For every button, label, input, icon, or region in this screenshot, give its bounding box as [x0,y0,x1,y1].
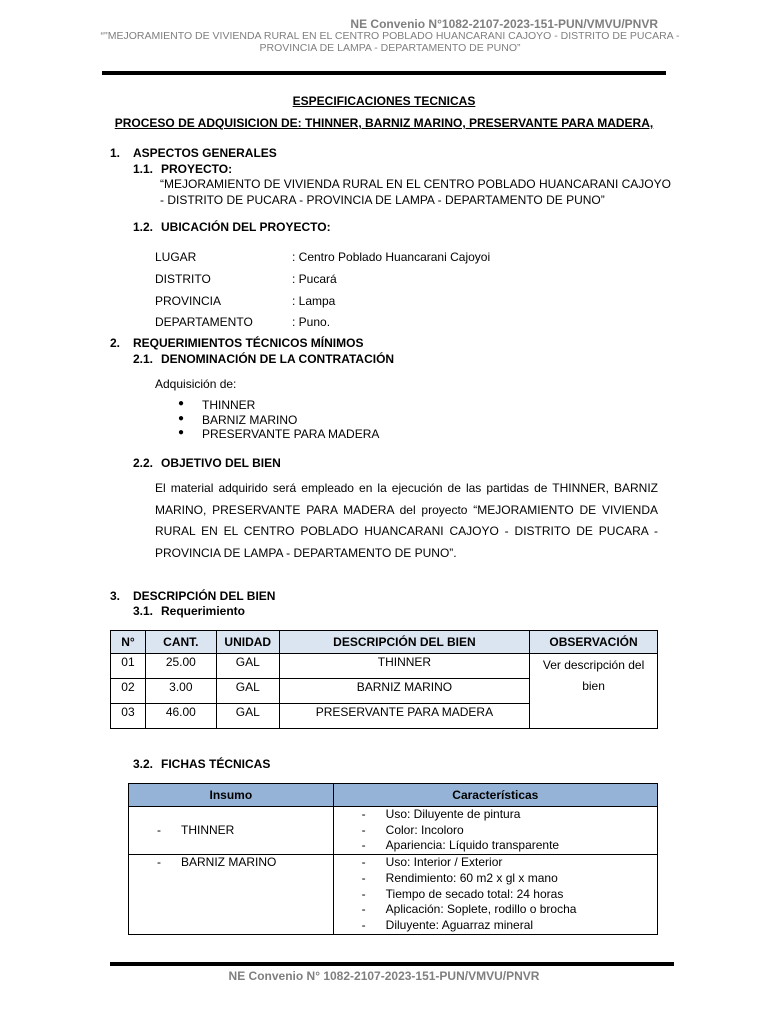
table-header-cell: DESCRIPCIÓN DEL BIEN [279,631,529,654]
table-cell: PRESERVANTE PARA MADERA [279,704,529,729]
location-key: PROVINCIA [155,294,222,308]
section-title: DESCRIPCIÓN DEL BIEN [133,589,276,603]
project-line: - DISTRITO DE PUCARA - PROVINCIA DE LAMPA - DEPARTAMENTO DE PUNO” [160,192,605,207]
characteristic: Diluyente: Aguarraz mineral [385,917,534,932]
section-title: DENOMINACIÓN DE LA CONTRATACIÓN [161,352,395,366]
section-title: FICHAS TÉCNICAS [161,757,271,771]
table-cell: THINNER [279,654,529,679]
table-row [111,654,658,679]
dash-icon: - [361,807,366,821]
header-title: NE Convenio N°1082-2107-2023-151-PUN/VMVU/PNVR [350,17,658,31]
acquisition-label: Adquisición de: [155,377,237,391]
dash-icon: - [157,855,161,870]
section-3-heading [110,589,275,603]
table-header-cell: Insumo [129,784,334,807]
table-cell [333,855,657,935]
section-title: REQUERIMIENTOS TÉCNICOS MÍNIMOS [133,336,364,350]
bullet-icon: ● [178,427,185,438]
footer-rule [110,962,674,966]
process-title: PROCESO DE ADQUISICION DE: THINNER, BARNIZ MARINO, PRESERVANTE PARA MADERA, [114,116,654,130]
section-title: UBICACIÓN DEL PROYECTO: [161,220,331,234]
requirement-table [110,630,658,729]
header-rule [102,71,666,75]
table-cell: 03 [111,704,146,729]
table-cell: GAL [216,704,279,729]
section-number: 1.1. [133,162,154,176]
list-item: BARNIZ MARINO [202,413,298,427]
table-cell: 25.00 [145,654,216,679]
section-1-2-heading [133,220,331,234]
table-cell: 46.00 [145,704,216,729]
section-1-heading [110,146,277,160]
table-header-cell: OBSERVACIÓN [530,631,658,654]
table-cell: 02 [111,679,146,704]
section-2-2-heading [133,456,281,470]
location-value: : Lampa [292,294,336,308]
section-title: Requerimiento [161,604,246,618]
section-2-heading [110,336,363,350]
section-number: 3. [110,589,121,603]
list-item: PRESERVANTE PARA MADERA [202,427,380,441]
characteristic: Apariencia: Líquido transparente [385,838,560,853]
list-item: THINNER [202,398,256,412]
table-cell: 3.00 [145,679,216,704]
section-number: 2.1. [133,352,154,366]
observation-cell: Ver descripción del bien [530,654,658,729]
table-header-row [129,784,658,807]
dash-icon: - [361,870,366,885]
location-value: : Pucará [292,272,337,286]
table-cell [129,855,334,935]
dash-icon: - [361,855,366,870]
dash-icon: - [361,822,366,837]
bullet-icon: ● [178,398,185,409]
characteristic: Uso: Diluyente de pintura [385,807,521,821]
section-number: 1. [110,146,121,160]
header-subtitle: “"MEJORAMIENTO DE VIVIENDA RURAL EN EL CENTRO POBLADO HUANCARANI CAJOYO - DISTRITO DE PUCARA - PROVINCIA DE LAMPA - DEPARTAMENTO DE PUNO” [100,30,680,54]
table-header-row [111,631,658,654]
table-cell [129,807,334,855]
insumo-name: THINNER [181,822,235,837]
table-header-cell: N° [111,631,146,654]
section-number: 3.1. [133,604,154,618]
section-number: 2. [110,336,121,350]
table-cell: GAL [216,679,279,704]
location-key: DISTRITO [155,272,211,286]
section-number: 1.2. [133,220,154,234]
section-3-2-heading [133,757,270,771]
table-header-cell: Características [333,784,657,807]
section-title: PROYECTO: [161,162,233,176]
characteristic: Color: Incoloro [385,822,464,837]
table-row [129,855,658,935]
project-name [160,177,671,208]
objective-paragraph: El material adquirido será empleado en la ejecución de las partidas de THINNER, BARNIZ MARINO, PRESERVANTE PARA MADERA del proyecto “MEJORAMIENTO DE VIVIENDA RURAL EN EL CENTRO POBLADO HUANCARANI CAJOYO - DISTRITO DE PUCARA - PROVINCIA DE LAMPA - DEPARTAMENTO DE PUNO”. [155,481,658,560]
section-3-1-heading [133,604,245,618]
dash-icon: - [361,917,366,932]
table-cell: GAL [216,654,279,679]
technical-sheet-table [128,783,658,935]
section-number: 3.2. [133,757,154,771]
location-key: DEPARTAMENTO [155,315,253,329]
table-header-cell: CANT. [145,631,216,654]
table-row [129,807,658,855]
section-1-1-heading [133,162,232,176]
bullet-icon: ● [178,413,185,424]
table-cell: 01 [111,654,146,679]
characteristic: Aplicación: Soplete, rodillo o brocha [385,902,577,917]
dash-icon: - [157,822,161,837]
dash-icon: - [361,902,366,917]
characteristic: Rendimiento: 60 m2 x gl x mano [385,870,558,885]
location-value: : Centro Poblado Huancarani Cajoyoi [292,250,491,264]
table-cell [333,807,657,855]
location-value: : Puno. [292,315,331,329]
characteristic: Uso: Interior / Exterior [385,855,503,870]
characteristic: Tiempo de secado total: 24 horas [385,886,564,901]
table-header-cell: UNIDAD [216,631,279,654]
section-title: OBJETIVO DEL BIEN [161,456,281,470]
footer-text: NE Convenio N° 1082-2107-2023-151-PUN/VMVU/PNVR [228,969,540,983]
section-title: ASPECTOS GENERALES [133,146,277,160]
location-key: LUGAR [155,250,197,264]
insumo-name: BARNIZ MARINO [181,855,277,870]
dash-icon: - [361,886,366,901]
document-title: ESPECIFICACIONES TECNICAS [292,94,476,108]
project-line: “MEJORAMIENTO DE VIVIENDA RURAL EN EL CENTRO POBLADO HUANCARANI CAJOYO [160,177,671,191]
dash-icon: - [361,838,366,853]
section-number: 2.2. [133,456,154,470]
table-cell: BARNIZ MARINO [279,679,529,704]
section-2-1-heading [133,352,394,366]
